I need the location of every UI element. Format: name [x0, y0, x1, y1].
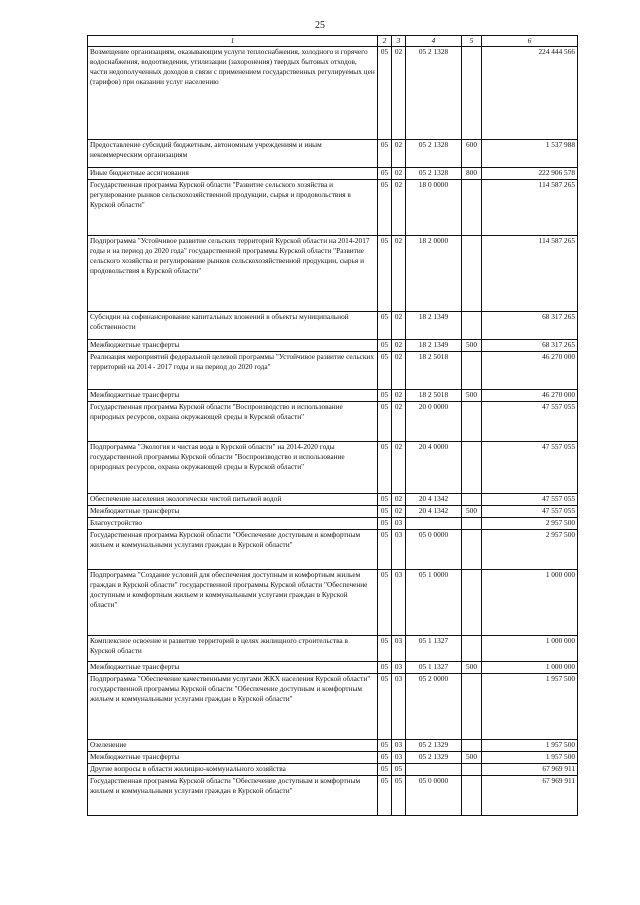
row-expense-type	[462, 776, 482, 816]
row-subsection: 02	[392, 390, 406, 402]
row-expense-type	[462, 530, 482, 570]
row-expense-type	[462, 674, 482, 740]
row-section: 05	[378, 518, 392, 530]
row-name: Озеленение	[88, 740, 378, 752]
row-target-article: 18 2 5018	[406, 352, 462, 390]
row-name: Комплексное освоение и развитие территорий в целях жилищного строительства в Курской области	[88, 636, 378, 662]
row-amount: 47 557 055	[482, 494, 578, 506]
row-section: 05	[378, 662, 392, 674]
table-row	[88, 636, 578, 662]
row-subsection: 02	[392, 180, 406, 236]
row-subsection: 03	[392, 740, 406, 752]
row-amount: 67 969 911	[482, 764, 578, 776]
table-row	[88, 518, 578, 530]
table-row	[88, 402, 578, 442]
row-amount: 47 557 055	[482, 506, 578, 518]
row-target-article: 05 1 0000	[406, 570, 462, 636]
row-expense-type: 600	[462, 140, 482, 168]
row-expense-type	[462, 494, 482, 506]
row-section: 05	[378, 390, 392, 402]
table-row	[88, 168, 578, 180]
row-section: 05	[378, 506, 392, 518]
row-section: 05	[378, 530, 392, 570]
row-section: 05	[378, 352, 392, 390]
row-subsection: 02	[392, 312, 406, 340]
table-row	[88, 662, 578, 674]
row-subsection: 03	[392, 518, 406, 530]
row-amount: 2 957 500	[482, 530, 578, 570]
row-target-article: 05 0 0000	[406, 776, 462, 816]
table-row	[88, 776, 578, 816]
table-row	[88, 390, 578, 402]
row-amount: 67 969 911	[482, 776, 578, 816]
row-amount: 46 270 000	[482, 352, 578, 390]
row-name: Межбюджетные трансферты	[88, 506, 378, 518]
row-name: Подпрограмма "Создание условий для обеспечения доступным и комфортным жильем граждан в Курской области" государственной программы Курской области "Обеспечение доступным и комфортным жильем и коммунальными услугами граждан в Курской области"	[88, 570, 378, 636]
row-subsection: 03	[392, 674, 406, 740]
row-name: Благоустройство	[88, 518, 378, 530]
row-subsection: 02	[392, 140, 406, 168]
row-expense-type	[462, 570, 482, 636]
table-row	[88, 352, 578, 390]
header-col-expense-type: 5	[462, 36, 482, 47]
row-name: Подпрограмма "Устойчивое развитие сельских территорий Курской области на 2014-2017 годы и на период до 2020 года" государственной программы Курской области "Развитие сельского хозяйства и регулирование рынков сельскохозяйственной продукции, сырья и продовольствия в Курской области"	[88, 236, 378, 312]
row-amount: 114 587 265	[482, 236, 578, 312]
table-row	[88, 570, 578, 636]
table-header-row	[88, 36, 578, 47]
row-name: Иные бюджетные ассигнования	[88, 168, 378, 180]
row-name: Возмещение организациям, оказывающим услуги теплоснабжения, холодного и горячего водоснабжения, водоотведения, утилизации (захоронения) твердых бытовых отходов, части недополученных доходов в связи с применением государственных регулируемых цен (тарифов) при оказании услуг населению	[88, 47, 378, 140]
row-subsection: 03	[392, 570, 406, 636]
row-target-article: 05 2 1329	[406, 752, 462, 764]
header-col-name: 1	[88, 36, 378, 47]
row-section: 05	[378, 180, 392, 236]
row-subsection: 02	[392, 506, 406, 518]
row-subsection: 02	[392, 352, 406, 390]
row-amount: 222 906 578	[482, 168, 578, 180]
table-row	[88, 506, 578, 518]
row-section: 05	[378, 764, 392, 776]
row-subsection: 03	[392, 662, 406, 674]
row-amount: 68 317 265	[482, 340, 578, 352]
row-name: Государственная программа Курской области "Воспроизводство и использование природных ресурсов, охрана окружающей среды в Курской области"	[88, 402, 378, 442]
row-name: Подпрограмма "Экология и чистая вода в Курской области" на 2014-2020 годы государственной программы Курской области "Воспроизводство и использование природных ресурсов, охрана окружающей среды в Курской области"	[88, 442, 378, 494]
row-subsection: 02	[392, 236, 406, 312]
header-col-subsection: 3	[392, 36, 406, 47]
row-subsection: 02	[392, 47, 406, 140]
row-expense-type	[462, 636, 482, 662]
row-name: Государственная программа Курской области "Обеспечение доступным и комфортным жильем и коммунальными услугами граждан в Курской области"	[88, 776, 378, 816]
row-amount: 46 270 000	[482, 390, 578, 402]
row-subsection: 02	[392, 168, 406, 180]
row-name: Государственная программа Курской области "Развитие сельского хозяйства и регулирование рынков сельскохозяйственной продукции, сырья и продовольствия в Курской области"	[88, 180, 378, 236]
row-name: Другие вопросы в области жилищно-коммунального хозяйства	[88, 764, 378, 776]
row-target-article: 18 2 1349	[406, 312, 462, 340]
table-row	[88, 674, 578, 740]
row-target-article	[406, 764, 462, 776]
row-target-article: 05 0 0000	[406, 530, 462, 570]
row-subsection: 03	[392, 752, 406, 764]
row-target-article: 18 2 0000	[406, 236, 462, 312]
row-section: 05	[378, 47, 392, 140]
row-name: Межбюджетные трансферты	[88, 752, 378, 764]
row-section: 05	[378, 236, 392, 312]
row-target-article: 18 0 0000	[406, 180, 462, 236]
row-section: 05	[378, 776, 392, 816]
table-row	[88, 752, 578, 764]
row-expense-type: 500	[462, 340, 482, 352]
row-section: 05	[378, 636, 392, 662]
row-section: 05	[378, 752, 392, 764]
row-subsection: 02	[392, 340, 406, 352]
budget-table	[87, 35, 578, 816]
row-section: 05	[378, 140, 392, 168]
row-amount: 2 957 500	[482, 518, 578, 530]
table-row	[88, 442, 578, 494]
table-row	[88, 340, 578, 352]
table-row	[88, 764, 578, 776]
row-expense-type	[462, 180, 482, 236]
row-target-article: 05 2 1328	[406, 47, 462, 140]
row-amount: 47 557 055	[482, 442, 578, 494]
row-name: Межбюджетные трансферты	[88, 340, 378, 352]
row-expense-type: 500	[462, 506, 482, 518]
row-amount: 1 000 000	[482, 662, 578, 674]
table-row	[88, 140, 578, 168]
row-target-article: 05 2 0000	[406, 674, 462, 740]
row-section: 05	[378, 570, 392, 636]
row-expense-type	[462, 442, 482, 494]
row-name: Обеспечение населения экологически чистой питьевой водой	[88, 494, 378, 506]
row-target-article: 18 2 5018	[406, 390, 462, 402]
row-amount: 1 957 500	[482, 740, 578, 752]
row-subsection: 03	[392, 636, 406, 662]
row-expense-type	[462, 47, 482, 140]
row-amount: 1 957 500	[482, 752, 578, 764]
row-target-article: 20 4 1342	[406, 494, 462, 506]
row-subsection: 03	[392, 530, 406, 570]
row-expense-type	[462, 518, 482, 530]
row-amount: 1 957 500	[482, 674, 578, 740]
row-name: Межбюджетные трансферты	[88, 662, 378, 674]
row-section: 05	[378, 312, 392, 340]
header-col-section: 2	[378, 36, 392, 47]
row-expense-type	[462, 402, 482, 442]
row-target-article: 20 0 0000	[406, 402, 462, 442]
row-amount: 68 317 265	[482, 312, 578, 340]
row-expense-type	[462, 236, 482, 312]
row-expense-type: 800	[462, 168, 482, 180]
row-expense-type	[462, 312, 482, 340]
row-expense-type	[462, 764, 482, 776]
row-expense-type	[462, 740, 482, 752]
row-section: 05	[378, 168, 392, 180]
row-expense-type	[462, 352, 482, 390]
row-expense-type: 500	[462, 662, 482, 674]
row-target-article: 05 1 1327	[406, 662, 462, 674]
page-number: 25	[315, 20, 325, 31]
table-row	[88, 312, 578, 340]
table-row	[88, 530, 578, 570]
row-name: Реализация мероприятий федеральной целевой программы "Устойчивое развитие сельских территорий на 2014 - 2017 годы и на период до 2020 года"	[88, 352, 378, 390]
row-section: 05	[378, 674, 392, 740]
table-row	[88, 236, 578, 312]
table-row	[88, 740, 578, 752]
row-subsection: 05	[392, 776, 406, 816]
row-target-article: 20 4 0000	[406, 442, 462, 494]
header-col-target-article: 4	[406, 36, 462, 47]
row-name: Государственная программа Курской области "Обеспечение доступным и комфортным жильем и коммунальными услугами граждан в Курской области"	[88, 530, 378, 570]
row-amount: 224 444 566	[482, 47, 578, 140]
row-section: 05	[378, 402, 392, 442]
row-amount: 1 537 988	[482, 140, 578, 168]
row-name: Межбюджетные трансферты	[88, 390, 378, 402]
header-col-amount: 6	[482, 36, 578, 47]
row-name: Предоставление субсидий бюджетным, автономным учреждениям и иным некоммерческим организациям	[88, 140, 378, 168]
row-amount: 1 000 000	[482, 636, 578, 662]
row-name: Подпрограмма "Обеспечение качественными услугами ЖКХ населения Курской области" государственной программы Курской области "Обеспечение доступным и комфортным жильем и коммунальными услугами граждан в Курской области"	[88, 674, 378, 740]
table-row	[88, 47, 578, 140]
row-section: 05	[378, 442, 392, 494]
row-subsection: 02	[392, 494, 406, 506]
row-target-article	[406, 518, 462, 530]
row-target-article: 18 2 1349	[406, 340, 462, 352]
row-section: 05	[378, 340, 392, 352]
row-target-article: 05 1 1327	[406, 636, 462, 662]
table-row	[88, 180, 578, 236]
row-name: Субсидии на софинансирование капитальных вложений в объекты муниципальной собственности	[88, 312, 378, 340]
row-target-article: 20 4 1342	[406, 506, 462, 518]
row-expense-type: 500	[462, 390, 482, 402]
row-subsection: 05	[392, 764, 406, 776]
row-expense-type: 500	[462, 752, 482, 764]
row-target-article: 05 2 1328	[406, 168, 462, 180]
row-target-article: 05 2 1329	[406, 740, 462, 752]
row-subsection: 02	[392, 442, 406, 494]
row-amount: 47 557 055	[482, 402, 578, 442]
table-row	[88, 494, 578, 506]
row-section: 05	[378, 740, 392, 752]
row-target-article: 05 2 1328	[406, 140, 462, 168]
row-amount: 114 587 265	[482, 180, 578, 236]
row-amount: 1 000 000	[482, 570, 578, 636]
row-subsection: 02	[392, 402, 406, 442]
row-section: 05	[378, 494, 392, 506]
